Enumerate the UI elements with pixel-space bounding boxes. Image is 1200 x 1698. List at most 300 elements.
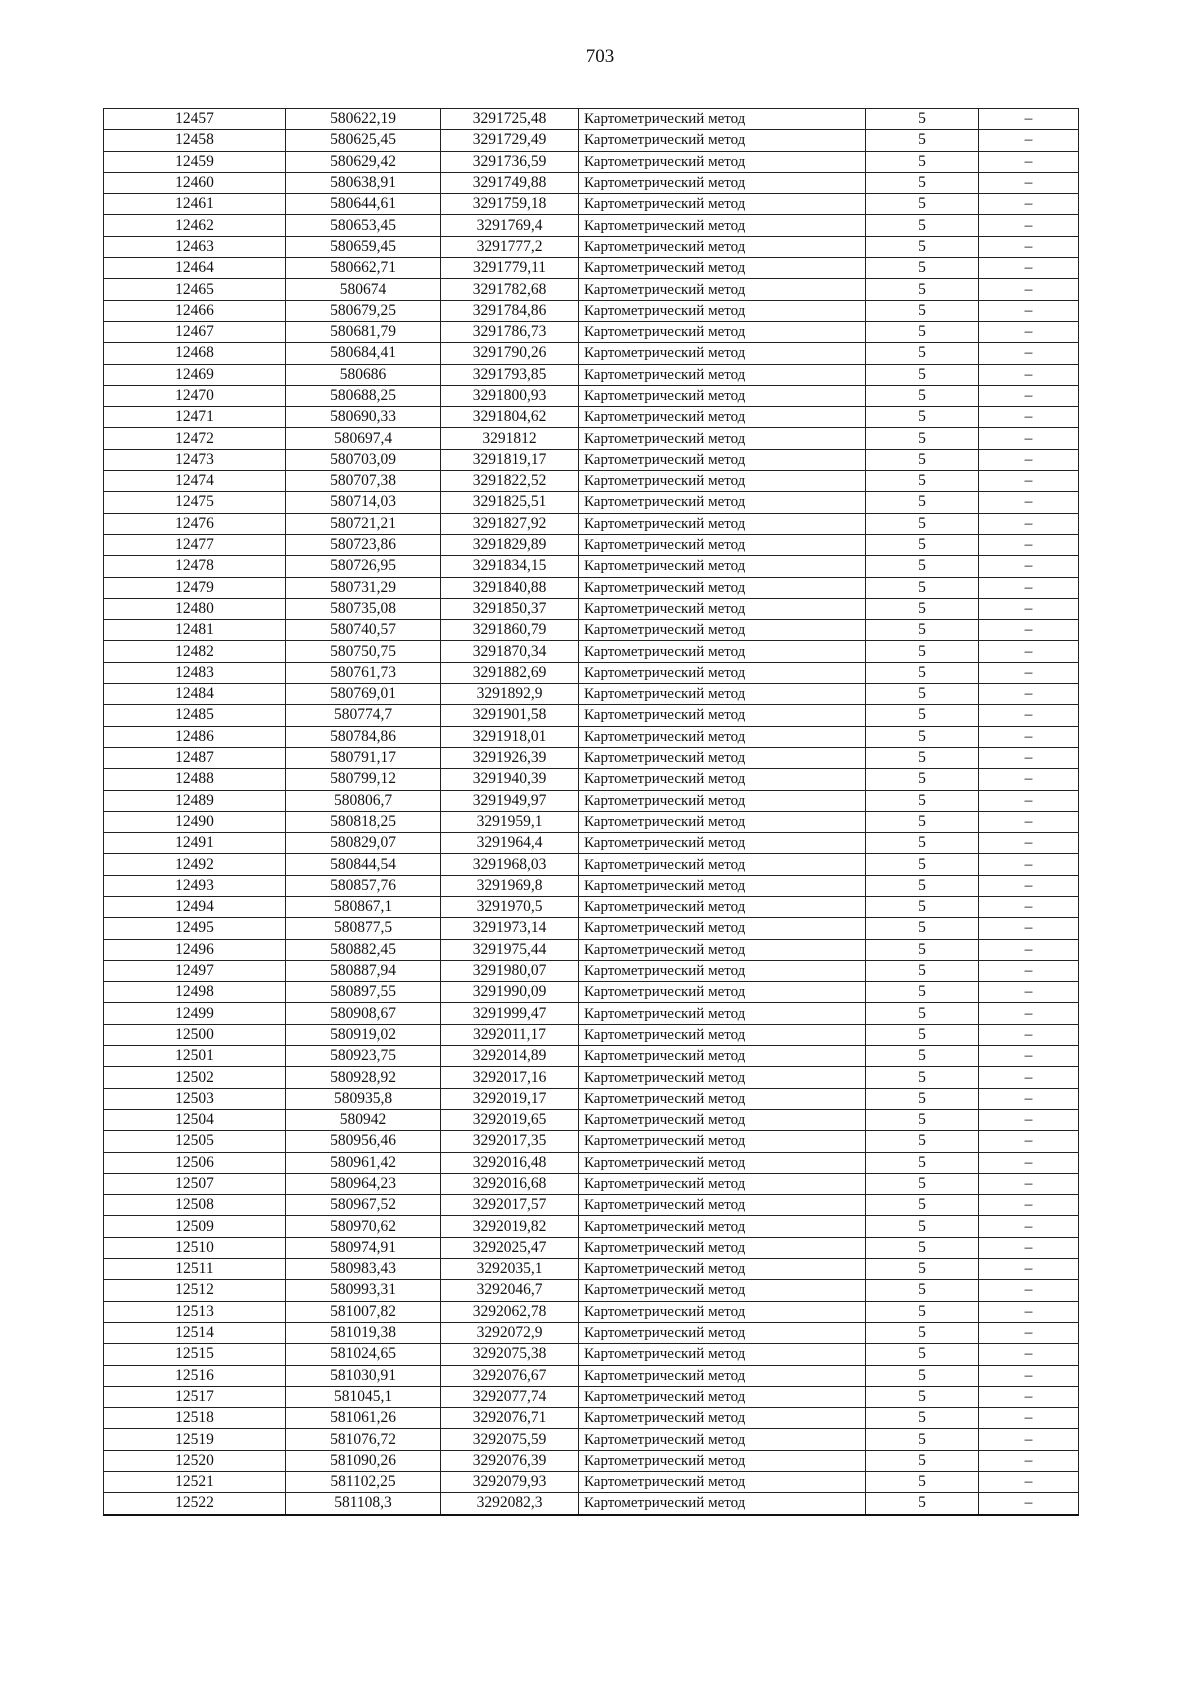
x-coordinate-cell: 580629,42 [286, 151, 441, 172]
y-coordinate-cell: 3291964,4 [441, 833, 579, 854]
method-cell: Картометрический метод [579, 343, 866, 364]
table-row [104, 577, 1079, 598]
method-cell: Картометрический метод [579, 172, 866, 193]
x-coordinate-cell: 580761,73 [286, 662, 441, 683]
method-cell: Картометрический метод [579, 449, 866, 470]
method-cell: Картометрический метод [579, 1365, 866, 1386]
y-coordinate-cell: 3291829,89 [441, 534, 579, 555]
note-cell: – [979, 684, 1079, 705]
y-coordinate-cell: 3291779,11 [441, 258, 579, 279]
point-number-cell: 12464 [104, 258, 286, 279]
table-row [104, 1024, 1079, 1045]
x-coordinate-cell: 580967,52 [286, 1195, 441, 1216]
method-cell: Картометрический метод [579, 705, 866, 726]
x-coordinate-cell: 580681,79 [286, 321, 441, 342]
note-cell: – [979, 215, 1079, 236]
precision-cell: 5 [866, 662, 979, 683]
x-coordinate-cell: 580662,71 [286, 258, 441, 279]
point-number-cell: 12461 [104, 194, 286, 215]
y-coordinate-cell: 3291940,39 [441, 769, 579, 790]
point-number-cell: 12497 [104, 960, 286, 981]
note-cell: – [979, 620, 1079, 641]
x-coordinate-cell: 580970,62 [286, 1216, 441, 1237]
note-cell: – [979, 960, 1079, 981]
note-cell: – [979, 1259, 1079, 1280]
point-number-cell: 12519 [104, 1429, 286, 1450]
x-coordinate-cell: 580714,03 [286, 492, 441, 513]
method-cell: Картометрический метод [579, 1259, 866, 1280]
y-coordinate-cell: 3291736,59 [441, 151, 579, 172]
precision-cell: 5 [866, 641, 979, 662]
note-cell: – [979, 769, 1079, 790]
table-row [104, 428, 1079, 449]
point-number-cell: 12459 [104, 151, 286, 172]
y-coordinate-cell: 3292079,93 [441, 1472, 579, 1493]
x-coordinate-cell: 581076,72 [286, 1429, 441, 1450]
y-coordinate-cell: 3292072,9 [441, 1322, 579, 1343]
note-cell: – [979, 1386, 1079, 1407]
precision-cell: 5 [866, 471, 979, 492]
x-coordinate-cell: 580769,01 [286, 684, 441, 705]
x-coordinate-cell: 581019,38 [286, 1322, 441, 1343]
method-cell: Картометрический метод [579, 471, 866, 492]
method-cell: Картометрический метод [579, 939, 866, 960]
point-number-cell: 12505 [104, 1131, 286, 1152]
precision-cell: 5 [866, 1109, 979, 1130]
y-coordinate-cell: 3292019,65 [441, 1109, 579, 1130]
x-coordinate-cell: 580935,8 [286, 1088, 441, 1109]
point-number-cell: 12477 [104, 534, 286, 555]
table-row [104, 747, 1079, 768]
point-number-cell: 12484 [104, 684, 286, 705]
note-cell: – [979, 1408, 1079, 1429]
point-number-cell: 12509 [104, 1216, 286, 1237]
y-coordinate-cell: 3292017,35 [441, 1131, 579, 1152]
precision-cell: 5 [866, 1472, 979, 1493]
x-coordinate-cell: 580638,91 [286, 172, 441, 193]
note-cell: – [979, 833, 1079, 854]
point-number-cell: 12499 [104, 1003, 286, 1024]
point-number-cell: 12489 [104, 790, 286, 811]
y-coordinate-cell: 3291782,68 [441, 279, 579, 300]
method-cell: Картометрический метод [579, 747, 866, 768]
method-cell: Картометрический метод [579, 1386, 866, 1407]
note-cell: – [979, 236, 1079, 257]
method-cell: Картометрический метод [579, 321, 866, 342]
x-coordinate-cell: 581108,3 [286, 1493, 441, 1515]
x-coordinate-cell: 580806,7 [286, 790, 441, 811]
y-coordinate-cell: 3292019,17 [441, 1088, 579, 1109]
note-cell: – [979, 172, 1079, 193]
table-row [104, 492, 1079, 513]
method-cell: Картометрический метод [579, 811, 866, 832]
method-cell: Картометрический метод [579, 1067, 866, 1088]
y-coordinate-cell: 3292016,68 [441, 1173, 579, 1194]
y-coordinate-cell: 3292017,57 [441, 1195, 579, 1216]
method-cell: Картометрический метод [579, 151, 866, 172]
precision-cell: 5 [866, 364, 979, 385]
method-cell: Картометрический метод [579, 364, 866, 385]
y-coordinate-cell: 3291975,44 [441, 939, 579, 960]
y-coordinate-cell: 3291822,52 [441, 471, 579, 492]
point-number-cell: 12486 [104, 726, 286, 747]
y-coordinate-cell: 3291777,2 [441, 236, 579, 257]
note-cell: – [979, 1301, 1079, 1322]
table-row [104, 471, 1079, 492]
method-cell: Картометрический метод [579, 215, 866, 236]
method-cell: Картометрический метод [579, 854, 866, 875]
x-coordinate-cell: 580818,25 [286, 811, 441, 832]
precision-cell: 5 [866, 1450, 979, 1471]
method-cell: Картометрический метод [579, 1344, 866, 1365]
table-row [104, 130, 1079, 151]
x-coordinate-cell: 580983,43 [286, 1259, 441, 1280]
point-number-cell: 12476 [104, 513, 286, 534]
method-cell: Картометрический метод [579, 1088, 866, 1109]
precision-cell: 5 [866, 790, 979, 811]
point-number-cell: 12512 [104, 1280, 286, 1301]
point-number-cell: 12478 [104, 556, 286, 577]
table-row [104, 1195, 1079, 1216]
precision-cell: 5 [866, 215, 979, 236]
note-cell: – [979, 449, 1079, 470]
note-cell: – [979, 982, 1079, 1003]
x-coordinate-cell: 580908,67 [286, 1003, 441, 1024]
y-coordinate-cell: 3291825,51 [441, 492, 579, 513]
y-coordinate-cell: 3291949,97 [441, 790, 579, 811]
x-coordinate-cell: 580964,23 [286, 1173, 441, 1194]
point-number-cell: 12460 [104, 172, 286, 193]
table-row [104, 1131, 1079, 1152]
table-row [104, 321, 1079, 342]
note-cell: – [979, 130, 1079, 151]
point-number-cell: 12457 [104, 109, 286, 130]
point-number-cell: 12495 [104, 918, 286, 939]
precision-cell: 5 [866, 1088, 979, 1109]
method-cell: Картометрический метод [579, 1216, 866, 1237]
y-coordinate-cell: 3291901,58 [441, 705, 579, 726]
x-coordinate-cell: 580697,4 [286, 428, 441, 449]
method-cell: Картометрический метод [579, 1152, 866, 1173]
y-coordinate-cell: 3291970,5 [441, 896, 579, 917]
note-cell: – [979, 1472, 1079, 1493]
point-number-cell: 12470 [104, 385, 286, 406]
table-row [104, 1067, 1079, 1088]
precision-cell: 5 [866, 1365, 979, 1386]
point-number-cell: 12481 [104, 620, 286, 641]
note-cell: – [979, 705, 1079, 726]
point-number-cell: 12518 [104, 1408, 286, 1429]
note-cell: – [979, 1195, 1079, 1216]
table-row [104, 982, 1079, 1003]
table-row [104, 1386, 1079, 1407]
note-cell: – [979, 1365, 1079, 1386]
precision-cell: 5 [866, 1237, 979, 1258]
note-cell: – [979, 1046, 1079, 1067]
table-row [104, 556, 1079, 577]
x-coordinate-cell: 581090,26 [286, 1450, 441, 1471]
x-coordinate-cell: 581024,65 [286, 1344, 441, 1365]
method-cell: Картометрический метод [579, 556, 866, 577]
table-row [104, 513, 1079, 534]
note-cell: – [979, 279, 1079, 300]
x-coordinate-cell: 580919,02 [286, 1024, 441, 1045]
method-cell: Картометрический метод [579, 258, 866, 279]
y-coordinate-cell: 3291969,8 [441, 875, 579, 896]
point-number-cell: 12468 [104, 343, 286, 364]
method-cell: Картометрический метод [579, 109, 866, 130]
table-row [104, 769, 1079, 790]
coordinates-table [103, 108, 1079, 1516]
method-cell: Картометрический метод [579, 130, 866, 151]
method-cell: Картометрический метод [579, 1046, 866, 1067]
y-coordinate-cell: 3292017,16 [441, 1067, 579, 1088]
note-cell: – [979, 1237, 1079, 1258]
precision-cell: 5 [866, 194, 979, 215]
precision-cell: 5 [866, 513, 979, 534]
x-coordinate-cell: 580887,94 [286, 960, 441, 981]
method-cell: Картометрический метод [579, 428, 866, 449]
method-cell: Картометрический метод [579, 1493, 866, 1515]
y-coordinate-cell: 3291800,93 [441, 385, 579, 406]
precision-cell: 5 [866, 854, 979, 875]
method-cell: Картометрический метод [579, 1408, 866, 1429]
precision-cell: 5 [866, 1280, 979, 1301]
note-cell: – [979, 662, 1079, 683]
point-number-cell: 12474 [104, 471, 286, 492]
point-number-cell: 12522 [104, 1493, 286, 1515]
note-cell: – [979, 918, 1079, 939]
method-cell: Картометрический метод [579, 620, 866, 641]
precision-cell: 5 [866, 385, 979, 406]
table-row [104, 790, 1079, 811]
note-cell: – [979, 1280, 1079, 1301]
note-cell: – [979, 1450, 1079, 1471]
point-number-cell: 12516 [104, 1365, 286, 1386]
point-number-cell: 12488 [104, 769, 286, 790]
precision-cell: 5 [866, 492, 979, 513]
x-coordinate-cell: 580726,95 [286, 556, 441, 577]
table-row [104, 1429, 1079, 1450]
table-row [104, 1493, 1079, 1515]
method-cell: Картометрический метод [579, 833, 866, 854]
point-number-cell: 12507 [104, 1173, 286, 1194]
method-cell: Картометрический метод [579, 1429, 866, 1450]
precision-cell: 5 [866, 1301, 979, 1322]
precision-cell: 5 [866, 151, 979, 172]
point-number-cell: 12493 [104, 875, 286, 896]
y-coordinate-cell: 3291860,79 [441, 620, 579, 641]
point-number-cell: 12471 [104, 407, 286, 428]
note-cell: – [979, 1131, 1079, 1152]
table-row [104, 1280, 1079, 1301]
method-cell: Картометрический метод [579, 236, 866, 257]
x-coordinate-cell: 580653,45 [286, 215, 441, 236]
precision-cell: 5 [866, 236, 979, 257]
table-row [104, 939, 1079, 960]
precision-cell: 5 [866, 1344, 979, 1365]
precision-cell: 5 [866, 1322, 979, 1343]
y-coordinate-cell: 3291926,39 [441, 747, 579, 768]
precision-cell: 5 [866, 449, 979, 470]
note-cell: – [979, 1322, 1079, 1343]
point-number-cell: 12504 [104, 1109, 286, 1130]
y-coordinate-cell: 3292082,3 [441, 1493, 579, 1515]
note-cell: – [979, 939, 1079, 960]
point-number-cell: 12462 [104, 215, 286, 236]
precision-cell: 5 [866, 833, 979, 854]
x-coordinate-cell: 580625,45 [286, 130, 441, 151]
precision-cell: 5 [866, 321, 979, 342]
precision-cell: 5 [866, 1003, 979, 1024]
x-coordinate-cell: 580721,21 [286, 513, 441, 534]
note-cell: – [979, 194, 1079, 215]
y-coordinate-cell: 3291759,18 [441, 194, 579, 215]
note-cell: – [979, 1493, 1079, 1515]
point-number-cell: 12514 [104, 1322, 286, 1343]
note-cell: – [979, 385, 1079, 406]
note-cell: – [979, 598, 1079, 619]
point-number-cell: 12503 [104, 1088, 286, 1109]
x-coordinate-cell: 580735,08 [286, 598, 441, 619]
note-cell: – [979, 1088, 1079, 1109]
x-coordinate-cell: 580844,54 [286, 854, 441, 875]
x-coordinate-cell: 580928,92 [286, 1067, 441, 1088]
table-row [104, 684, 1079, 705]
precision-cell: 5 [866, 428, 979, 449]
precision-cell: 5 [866, 747, 979, 768]
point-number-cell: 12479 [104, 577, 286, 598]
table-row [104, 279, 1079, 300]
note-cell: – [979, 1173, 1079, 1194]
note-cell: – [979, 364, 1079, 385]
table-row [104, 705, 1079, 726]
y-coordinate-cell: 3291793,85 [441, 364, 579, 385]
y-coordinate-cell: 3291786,73 [441, 321, 579, 342]
y-coordinate-cell: 3291990,09 [441, 982, 579, 1003]
precision-cell: 5 [866, 896, 979, 917]
precision-cell: 5 [866, 534, 979, 555]
note-cell: – [979, 726, 1079, 747]
x-coordinate-cell: 580956,46 [286, 1131, 441, 1152]
point-number-cell: 12510 [104, 1237, 286, 1258]
x-coordinate-cell: 581030,91 [286, 1365, 441, 1386]
point-number-cell: 12511 [104, 1259, 286, 1280]
x-coordinate-cell: 580961,42 [286, 1152, 441, 1173]
table-row [104, 1152, 1079, 1173]
precision-cell: 5 [866, 130, 979, 151]
precision-cell: 5 [866, 982, 979, 1003]
point-number-cell: 12482 [104, 641, 286, 662]
note-cell: – [979, 1216, 1079, 1237]
x-coordinate-cell: 580659,45 [286, 236, 441, 257]
precision-cell: 5 [866, 1216, 979, 1237]
y-coordinate-cell: 3292014,89 [441, 1046, 579, 1067]
note-cell: – [979, 1152, 1079, 1173]
note-cell: – [979, 513, 1079, 534]
precision-cell: 5 [866, 960, 979, 981]
table-row [104, 194, 1079, 215]
x-coordinate-cell: 580791,17 [286, 747, 441, 768]
note-cell: – [979, 641, 1079, 662]
table-row [104, 1237, 1079, 1258]
table-row [104, 1472, 1079, 1493]
y-coordinate-cell: 3292025,47 [441, 1237, 579, 1258]
point-number-cell: 12485 [104, 705, 286, 726]
x-coordinate-cell: 580740,57 [286, 620, 441, 641]
y-coordinate-cell: 3292076,67 [441, 1365, 579, 1386]
method-cell: Картометрический метод [579, 918, 866, 939]
table-row [104, 811, 1079, 832]
note-cell: – [979, 790, 1079, 811]
note-cell: – [979, 1003, 1079, 1024]
note-cell: – [979, 343, 1079, 364]
x-coordinate-cell: 580829,07 [286, 833, 441, 854]
table-row [104, 172, 1079, 193]
point-number-cell: 12513 [104, 1301, 286, 1322]
point-number-cell: 12498 [104, 982, 286, 1003]
x-coordinate-cell: 580684,41 [286, 343, 441, 364]
table-row [104, 1046, 1079, 1067]
x-coordinate-cell: 580857,76 [286, 875, 441, 896]
x-coordinate-cell: 581045,1 [286, 1386, 441, 1407]
method-cell: Картометрический метод [579, 790, 866, 811]
x-coordinate-cell: 581102,25 [286, 1472, 441, 1493]
table-row [104, 833, 1079, 854]
precision-cell: 5 [866, 939, 979, 960]
precision-cell: 5 [866, 705, 979, 726]
table-row [104, 1173, 1079, 1194]
table-row [104, 407, 1079, 428]
point-number-cell: 12508 [104, 1195, 286, 1216]
x-coordinate-cell: 580974,91 [286, 1237, 441, 1258]
y-coordinate-cell: 3292076,39 [441, 1450, 579, 1471]
method-cell: Картометрический метод [579, 300, 866, 321]
x-coordinate-cell: 580799,12 [286, 769, 441, 790]
table-row [104, 109, 1079, 130]
precision-cell: 5 [866, 875, 979, 896]
note-cell: – [979, 1344, 1079, 1365]
table-row [104, 364, 1079, 385]
x-coordinate-cell: 580707,38 [286, 471, 441, 492]
precision-cell: 5 [866, 109, 979, 130]
note-cell: – [979, 109, 1079, 130]
note-cell: – [979, 534, 1079, 555]
precision-cell: 5 [866, 1493, 979, 1515]
table-row [104, 896, 1079, 917]
precision-cell: 5 [866, 726, 979, 747]
method-cell: Картометрический метод [579, 641, 866, 662]
method-cell: Картометрический метод [579, 1280, 866, 1301]
table-row [104, 151, 1079, 172]
coordinates-table-body [104, 109, 1079, 1515]
y-coordinate-cell: 3292035,1 [441, 1259, 579, 1280]
point-number-cell: 12520 [104, 1450, 286, 1471]
method-cell: Картометрический метод [579, 1322, 866, 1343]
precision-cell: 5 [866, 1152, 979, 1173]
method-cell: Картометрический метод [579, 1131, 866, 1152]
method-cell: Картометрический метод [579, 1173, 866, 1194]
table-row [104, 598, 1079, 619]
table-row [104, 236, 1079, 257]
precision-cell: 5 [866, 556, 979, 577]
table-row [104, 1344, 1079, 1365]
x-coordinate-cell: 580993,31 [286, 1280, 441, 1301]
x-coordinate-cell: 580679,25 [286, 300, 441, 321]
precision-cell: 5 [866, 620, 979, 641]
y-coordinate-cell: 3291834,15 [441, 556, 579, 577]
table-row [104, 1365, 1079, 1386]
